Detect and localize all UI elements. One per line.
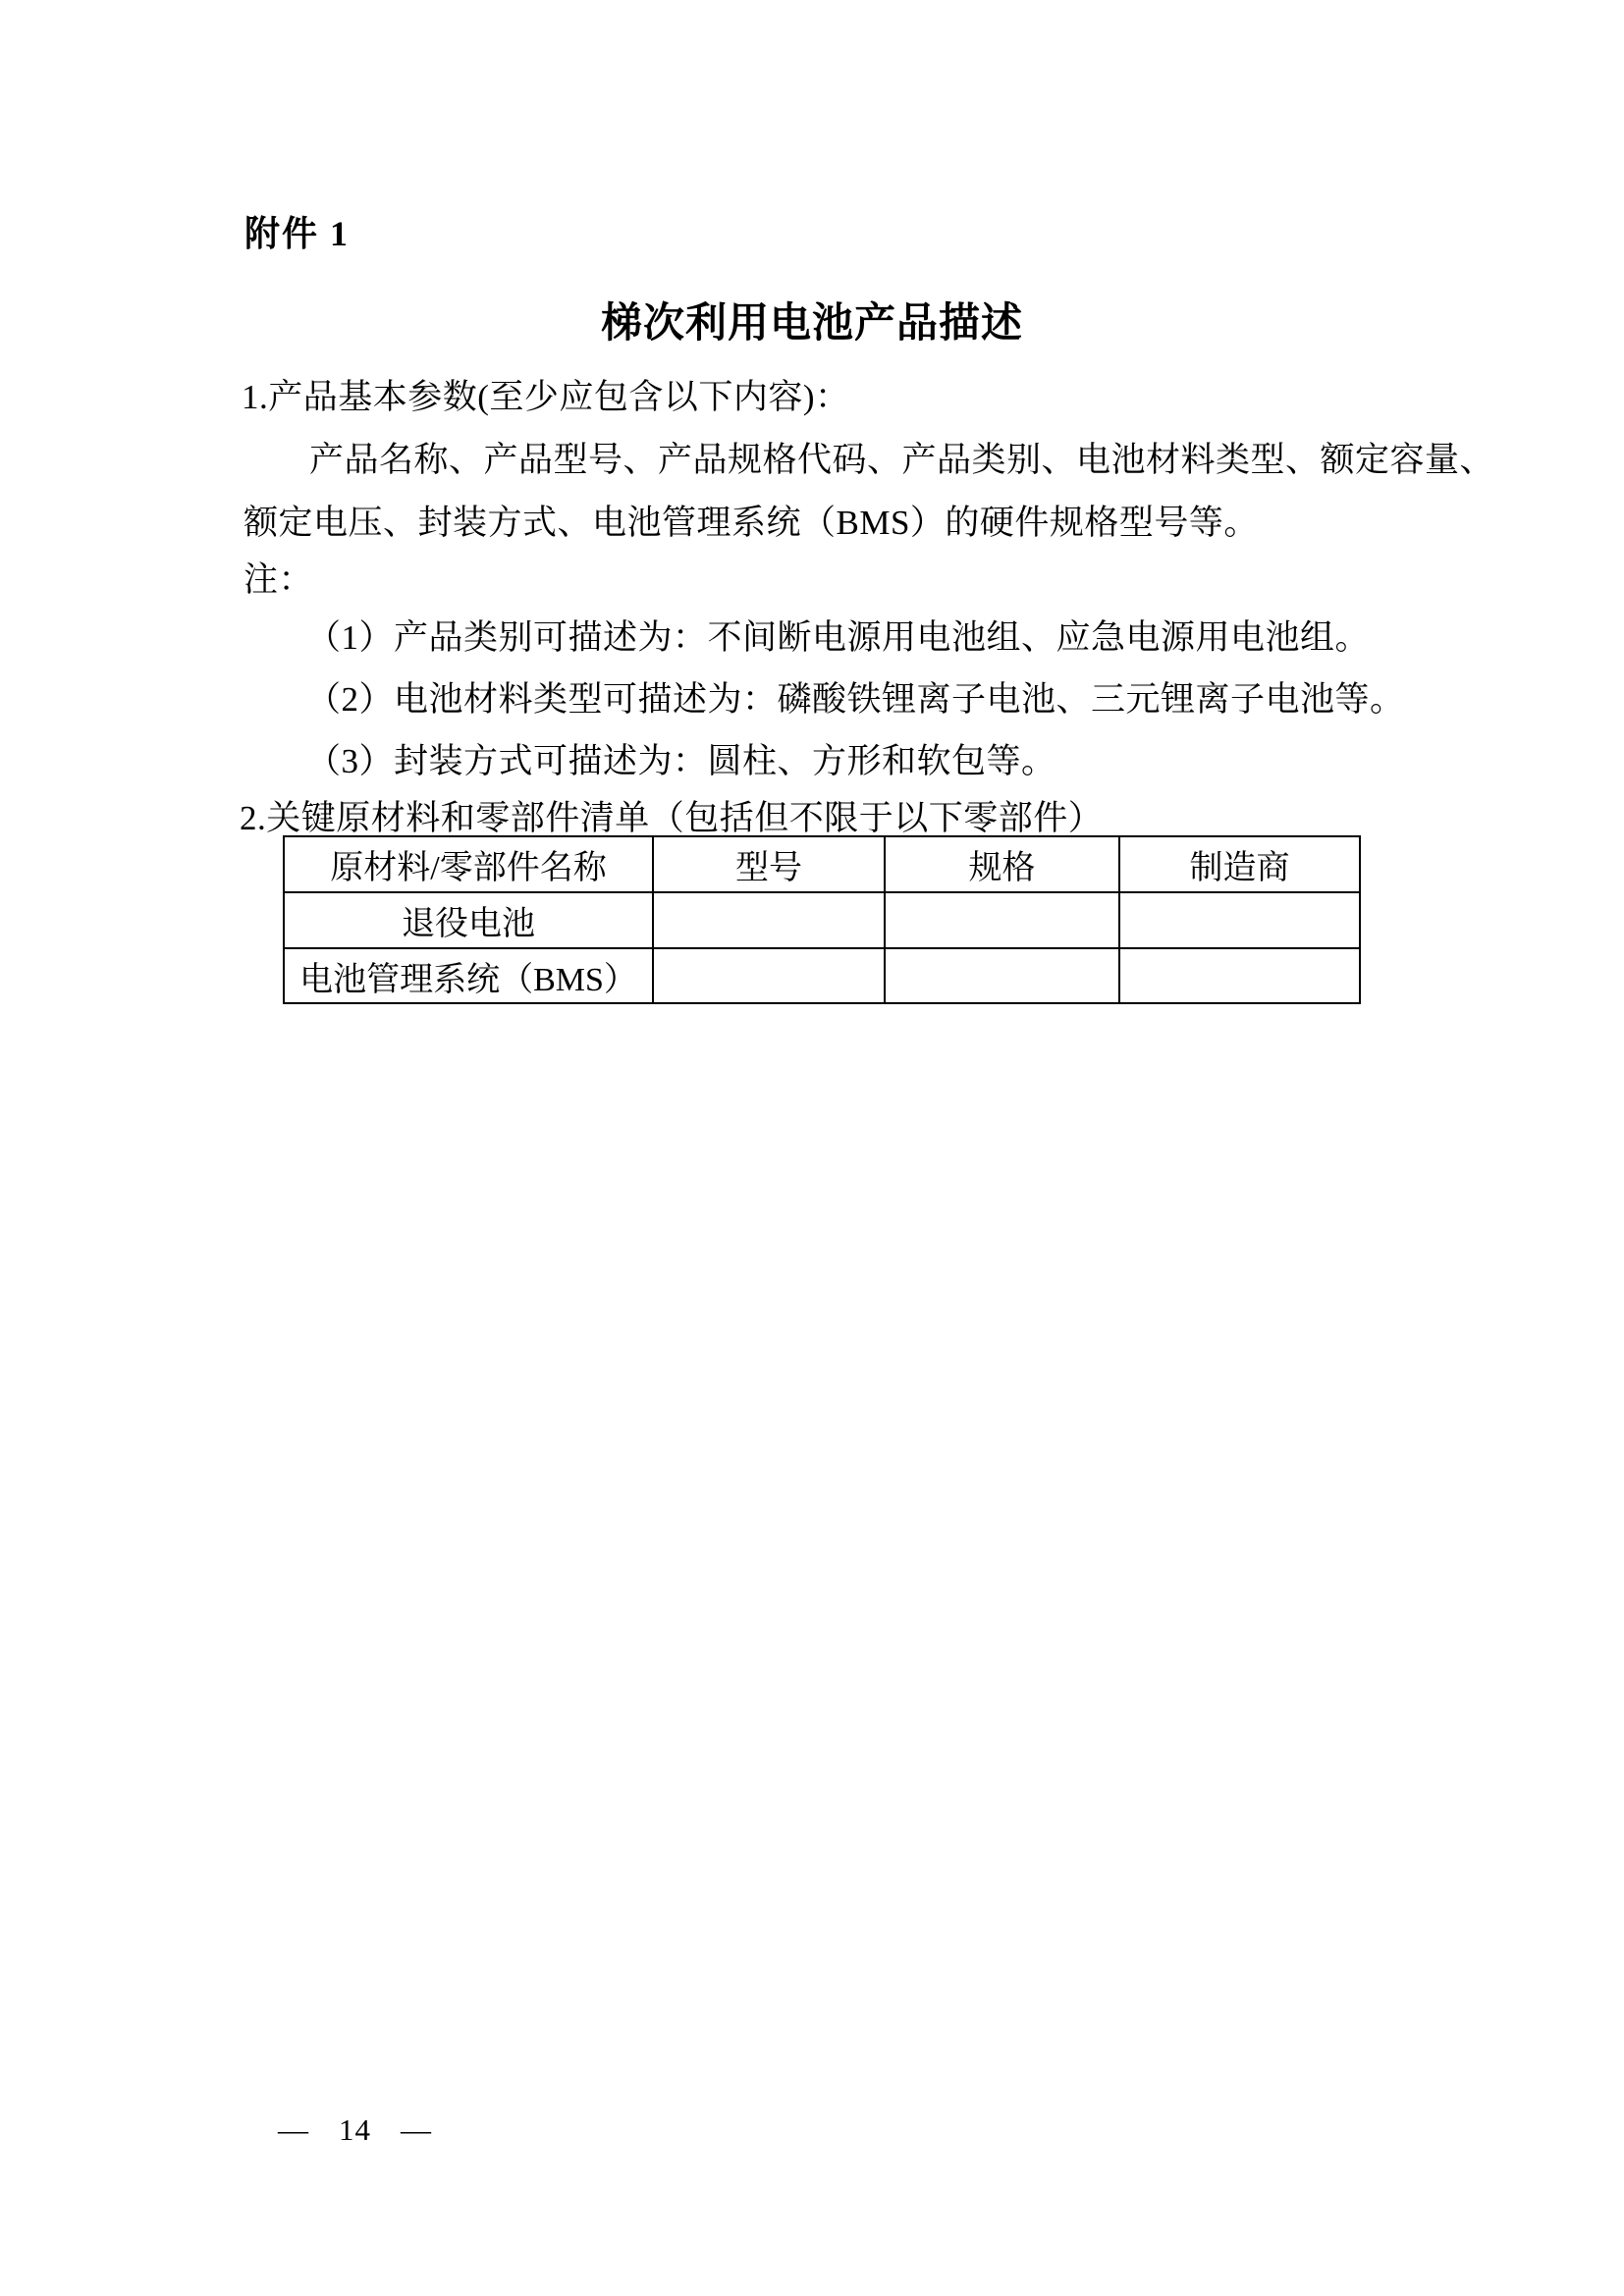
section1-heading: 1.产品基本参数(至少应包含以下内容)： xyxy=(242,378,850,416)
cell-spec xyxy=(885,892,1119,948)
section1-note-1: （1）产品类别可描述为：不间断电源用电池组、应急电源用电池组。 xyxy=(306,618,1371,657)
header-cell-manufacturer: 制造商 xyxy=(1119,836,1360,892)
cell-manufacturer xyxy=(1119,892,1360,948)
section2-heading: 2.关键原材料和零部件清单（包括但不限于以下零部件） xyxy=(240,799,1104,837)
header-cell-spec: 规格 xyxy=(885,836,1119,892)
cell-spec xyxy=(885,948,1119,1003)
footer-right-dash: — xyxy=(401,2112,432,2147)
parts-table-container xyxy=(283,835,1361,1004)
page-title: 梯次利用电池产品描述 xyxy=(600,301,1023,347)
cell-name: 退役电池 xyxy=(284,892,653,948)
table-row xyxy=(284,892,1360,948)
parts-table xyxy=(283,835,1361,1004)
cell-model xyxy=(653,892,885,948)
attachment-label: 附件 1 xyxy=(244,214,351,253)
page-number: 14 xyxy=(339,2112,371,2147)
cell-name: 电池管理系统（BMS） xyxy=(284,948,653,1003)
page-number-footer xyxy=(278,2112,432,2148)
table-row xyxy=(284,948,1360,1003)
cell-model xyxy=(653,948,885,1003)
section1-note-2: （2）电池材料类型可描述为：磷酸铁锂离子电池、三元锂离子电池等。 xyxy=(306,680,1405,719)
footer-left-dash: — xyxy=(278,2112,309,2147)
section1-paragraph-line-2: 额定电压、封装方式、电池管理系统（BMS）的硬件规格型号等。 xyxy=(244,504,1259,542)
cell-manufacturer xyxy=(1119,948,1360,1003)
section1-note-3: （3）封装方式可描述为：圆柱、方形和软包等。 xyxy=(306,742,1056,780)
header-cell-name: 原材料/零部件名称 xyxy=(284,836,653,892)
section1-note-label: 注： xyxy=(244,561,314,599)
section1-paragraph-line-1: 产品名称、产品型号、产品规格代码、产品类别、电池材料类型、额定容量、 xyxy=(309,441,1495,479)
table-header-row xyxy=(284,836,1360,892)
header-cell-model: 型号 xyxy=(653,836,885,892)
